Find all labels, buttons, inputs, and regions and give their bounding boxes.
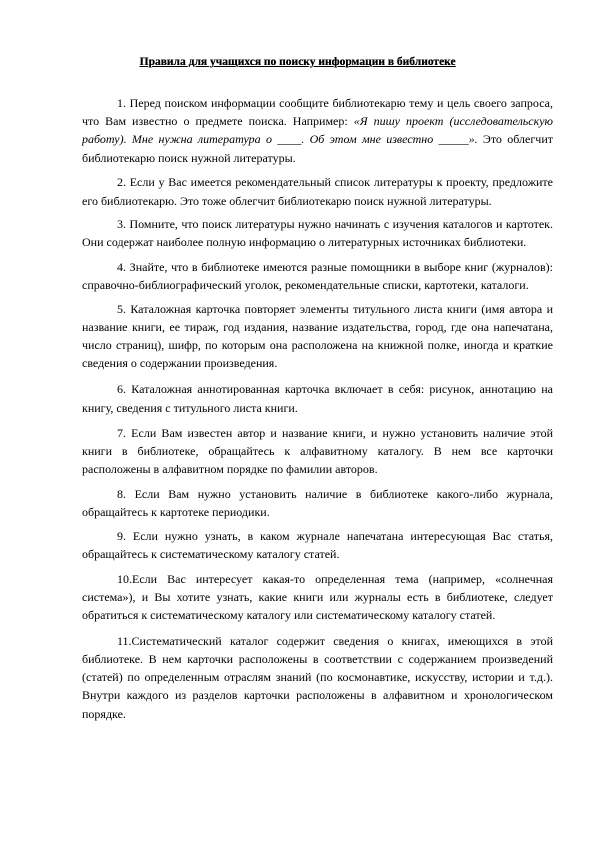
rule-1-text-start: 1. Перед поиском информации сообщите библиотекарю тему и цель своего запроса, что Вам известно о предмете поиска. Например: xyxy=(82,96,553,129)
rule-paragraph-4: 4. Знайте, что в библиотеке имеются разные помощники в выборе книг (журналов): справочно-библиографический уголок, рекомендательные списки, картотеки, каталоги. xyxy=(82,259,553,292)
rule-1-text-end: Это облегчит библиотекарю поиск нужной литературы. xyxy=(82,132,553,165)
rule-paragraph-10: 10.Если Вас интересует какая-то определенная тема (например, «солнечная система»), и Вы хотите узнать, какие книги или журналы есть в библиотеке, следует обратиться к систематическому каталогу или систематическому каталогу статей. xyxy=(82,571,553,623)
rule-paragraph-6: 6. Каталожная аннотированная карточка включает в себя: рисунок, аннотацию на книгу, сведения с титульного листа книги. xyxy=(82,382,553,415)
rule-paragraph-2: 2. Если у Вас имеется рекомендательный список литературы к проекту, предложите его библиотекарю. Это тоже облегчит библиотекарю поиск нужной литературы. xyxy=(82,175,553,208)
document-body xyxy=(82,94,553,728)
rule-paragraph-5: 5. Каталожная карточка повторяет элементы титульного листа книги (имя автора и название книги, ее тираж, год издания, название издательства, город, где она напечатана, число страниц), шифр, по которым она расположена на книжной полке, иногда и краткие сведения о содержании произведения. xyxy=(82,301,553,371)
rule-paragraph-1 xyxy=(82,94,553,167)
rule-paragraph-3: 3. Помните, что поиск литературы нужно начинать с изучения каталогов и картотек. Они содержат наиболее полную информацию о литературных источниках библиотеки. xyxy=(82,217,553,250)
rule-paragraph-11: 11.Систематический каталог содержит сведения о книгах, имеющихся в этой библиотеке. В нем карточки расположены в соответствии с содержанием произведений (статей) по определенным отраслям знаний (по космонавтике, искусству, истории и т.д.). Внутри каждого из разделов карточки расположены в алфавитном и хронологическом порядке. xyxy=(82,633,553,721)
rule-1-example-quote: «Я пишу проект (исследовательскую работу). Мне нужна литература о ____. Об этом мне известно _____». xyxy=(82,114,553,147)
rule-paragraph-9: 9. Если нужно узнать, в каком журнале напечатана интересующая Вас статья, обращайтесь к систематическому каталогу статей. xyxy=(82,528,553,561)
rule-paragraph-7: 7. Если Вам известен автор и название книги, и нужно установить наличие этой книги в библиотеке, обращайтесь к алфавитному каталогу. В нем все карточки расположены в алфавитном порядке по фамилии авторов. xyxy=(82,425,553,477)
document-title: Правила для учащихся по поиску информации в библиотеке xyxy=(139,56,456,68)
rule-paragraph-8: 8. Если Вам нужно установить наличие в библиотеке какого-либо журнала, обращайтесь к картотеке периодики. xyxy=(82,486,553,520)
